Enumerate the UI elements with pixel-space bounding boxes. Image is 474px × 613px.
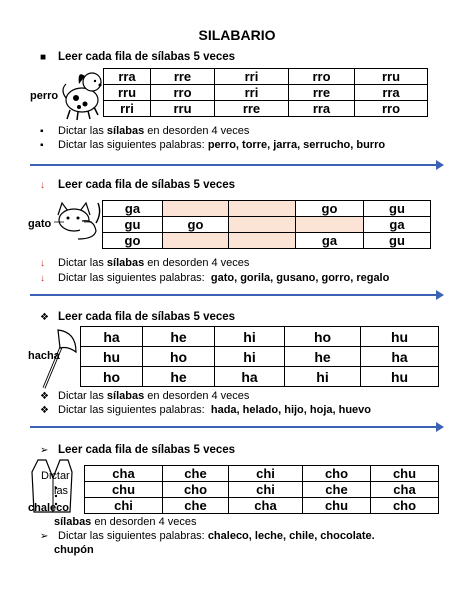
syllable-cell: che	[163, 498, 229, 514]
syllable-cell: chu	[303, 498, 371, 514]
syllable-cell: rri	[215, 85, 289, 101]
syllable-cell: cha	[85, 466, 163, 482]
syllable-cell: cho	[371, 498, 439, 514]
syllable-cell: rro	[289, 69, 355, 85]
syllable-cell: rro	[355, 101, 428, 117]
table-row	[104, 85, 428, 101]
syllable-cell: rra	[355, 85, 428, 101]
syllable-cell: rre	[289, 85, 355, 101]
page-title: SILABARIO	[198, 27, 276, 43]
picture-label-perro: perro	[30, 90, 59, 102]
table-row	[85, 466, 439, 482]
syllable-table-g	[102, 200, 431, 249]
divider-arrow-icon	[436, 160, 444, 170]
diamond-bullet-icon: ❖	[40, 312, 49, 323]
highlighted-cell	[229, 233, 296, 249]
table-row	[103, 233, 431, 249]
dictar-line: ↓ Dictar las sílabas en desorden 4 veces	[40, 257, 250, 269]
syllable-cell: chu	[85, 482, 163, 498]
cat-icon	[52, 193, 104, 243]
table-row	[81, 347, 439, 367]
syllable-cell: ha	[215, 367, 285, 387]
section2-heading: ↓ Leer cada fila de sílabas 5 veces	[40, 179, 236, 191]
down-arrow-icon: ↓	[40, 258, 45, 269]
syllable-cell: he	[285, 347, 361, 367]
syllable-cell: rri	[104, 101, 151, 117]
syllable-table-h	[80, 326, 439, 387]
highlighted-cell	[229, 201, 296, 217]
syllable-cell: rra	[104, 69, 151, 85]
table-row	[103, 201, 431, 217]
syllable-cell: chi	[229, 482, 303, 498]
overlay-text-dictar: Dictar	[41, 470, 70, 482]
syllable-cell: chi	[85, 498, 163, 514]
syllable-cell: cho	[303, 466, 371, 482]
table-row	[81, 327, 439, 347]
syllable-table-ch	[84, 465, 439, 514]
syllable-cell: cha	[229, 498, 303, 514]
table-row	[104, 69, 428, 85]
syllable-cell: rru	[355, 69, 428, 85]
syllable-cell: ha	[361, 347, 439, 367]
divider-arrow-icon	[436, 422, 444, 432]
overlay-text-las: las	[54, 485, 69, 497]
highlighted-cell	[163, 201, 229, 217]
highlighted-cell	[296, 217, 364, 233]
dictar-line: sílabas en desorden 4 veces	[54, 516, 197, 528]
diamond-bullet-icon: ❖	[40, 391, 49, 402]
table-row	[85, 498, 439, 514]
syllable-cell: ha	[81, 327, 143, 347]
syllable-cell: rre	[151, 69, 215, 85]
section-divider	[30, 294, 436, 296]
syllable-cell: go	[163, 217, 229, 233]
syllable-cell: gu	[103, 217, 163, 233]
highlighted-cell	[163, 233, 229, 249]
section-divider	[30, 164, 436, 166]
syllable-cell: cho	[163, 482, 229, 498]
syllable-cell: rru	[151, 101, 215, 117]
syllable-cell: che	[163, 466, 229, 482]
syllable-cell: ho	[143, 347, 215, 367]
syllable-cell: rru	[104, 85, 151, 101]
syllable-cell: hu	[361, 327, 439, 347]
palabras-line-continuation: chupón	[54, 544, 94, 556]
syllable-table-rr	[103, 68, 428, 117]
syllable-cell: hi	[215, 327, 285, 347]
arrowhead-bullet-icon: ➢	[40, 531, 49, 542]
syllable-cell: gu	[364, 233, 431, 249]
dictar-line: ❖ Dictar las sílabas en desorden 4 veces	[40, 390, 250, 402]
syllable-cell: rre	[215, 101, 289, 117]
syllable-cell: ga	[364, 217, 431, 233]
table-row	[81, 367, 439, 387]
syllable-cell: cha	[371, 482, 439, 498]
table-row	[104, 101, 428, 117]
syllable-cell: rri	[215, 69, 289, 85]
syllable-cell: hu	[81, 347, 143, 367]
palabras-line: ❖ Dictar las siguientes palabras: hada, helado, hijo, hoja, huevo	[40, 404, 372, 416]
syllable-cell: rro	[151, 85, 215, 101]
divider-arrow-icon	[436, 290, 444, 300]
square-bullet-icon: ▪	[40, 126, 44, 137]
syllable-cell: he	[143, 327, 215, 347]
syllable-cell: hi	[285, 367, 361, 387]
syllable-cell: go	[103, 233, 163, 249]
section1-heading-text: Leer cada fila de sílabas 5 veces	[58, 51, 236, 63]
syllable-cell: ho	[285, 327, 361, 347]
syllable-cell: rra	[289, 101, 355, 117]
table-row	[103, 217, 431, 233]
picture-label-gato: gato	[28, 218, 52, 230]
section3-heading: ❖ Leer cada fila de sílabas 5 veces	[40, 311, 236, 323]
syllable-cell: hi	[215, 347, 285, 367]
palabras-line: ↓ Dictar las siguientes palabras: gato, gorila, gusano, gorro, regalo	[40, 272, 390, 284]
syllable-cell: chu	[371, 466, 439, 482]
table-row	[85, 482, 439, 498]
square-bullet-icon: ■	[40, 52, 47, 63]
picture-label-chaleco: chaleco	[28, 502, 69, 514]
section4-heading: ➢ Leer cada fila de sílabas 5 veces	[40, 444, 236, 456]
syllable-cell: hu	[361, 367, 439, 387]
arrowhead-bullet-icon: ➢	[40, 445, 49, 456]
section-divider	[30, 426, 436, 428]
down-arrow-icon: ↓	[40, 180, 45, 191]
diamond-bullet-icon: ❖	[40, 405, 49, 416]
syllable-cell: he	[143, 367, 215, 387]
syllable-cell: ho	[81, 367, 143, 387]
syllable-cell: che	[303, 482, 371, 498]
palabras-line: ➢ Dictar las siguientes palabras: chaleco, leche, chile, chocolate.	[40, 530, 375, 542]
syllable-cell: ga	[296, 233, 364, 249]
down-arrow-icon: ↓	[40, 273, 45, 284]
syllable-cell: go	[296, 201, 364, 217]
dictar-line: ▪ Dictar las sílabas en desorden 4 veces	[40, 125, 250, 137]
syllable-cell: gu	[364, 201, 431, 217]
picture-label-hacha: hacha	[28, 350, 60, 362]
syllable-cell: chi	[229, 466, 303, 482]
highlighted-cell	[229, 217, 296, 233]
dog-icon	[58, 62, 104, 122]
square-bullet-icon: ▪	[40, 140, 44, 151]
syllable-cell: ga	[103, 201, 163, 217]
palabras-line: ▪ Dictar las siguientes palabras: perro, torre, jarra, serrucho, burro	[40, 139, 386, 151]
